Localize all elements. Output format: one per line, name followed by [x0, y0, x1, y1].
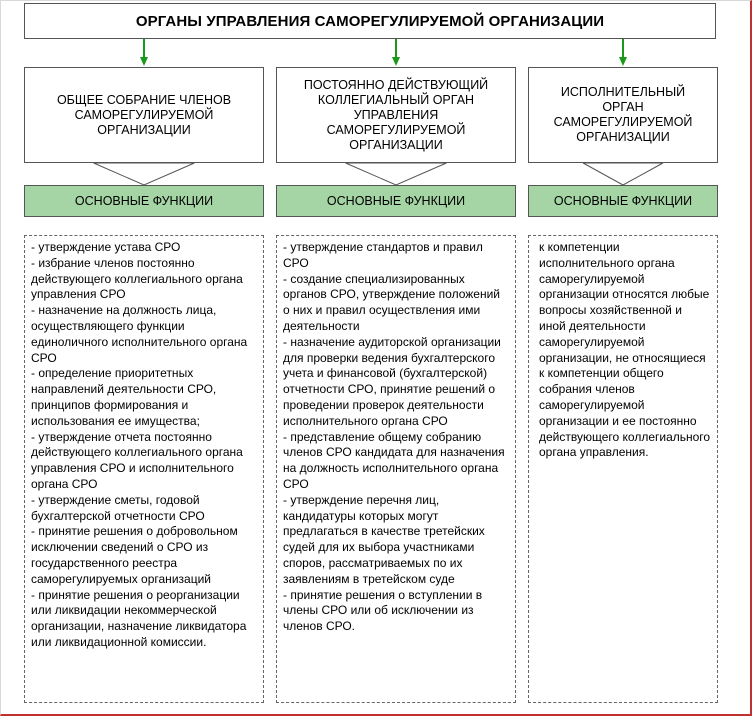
node-collegial-body: ПОСТОЯННО ДЕЙСТВУЮЩИЙ КОЛЛЕГИАЛЬНЫЙ ОРГАН УПРАВЛЕНИЯ САМОРЕГУЛИРУЕМОЙ ОРГАНИЗАЦИИ — [276, 67, 516, 163]
functions-list-executive-body — [528, 235, 718, 703]
functions-text-general-meeting: - утверждение устава СРО - избрание членов постоянно действующего коллегиального органа управления СРО - назначение на должность лица, осуществляющего функции единоличного исполнительного органа СРО - определение приоритетных направлений деятельности СРО, принципов формирования и использования ее имущества; - утверждение отчета постоянно действующего коллегиального органа управления СРО и исполнительного органа СРО - утверждение сметы, годовой бухгалтерской отчетности СРО - принятие решения о добровольном исключении сведений о СРО из государственного реестра саморегулируемых организаций - принятие решения о реорганизации или ликвидации некоммерческой организации, назначение ликвидатора или ликвидационной комиссии. — [31, 240, 248, 649]
diagram-title: ОРГАНЫ УПРАВЛЕНИЯ САМОРЕГУЛИРУЕМОЙ ОРГАНИЗАЦИИ — [24, 3, 716, 39]
functions-label-general-meeting: ОСНОВНЫЕ ФУНКЦИИ — [24, 185, 264, 217]
functions-text-executive-body: к компетенции исполнительного органа саморегулируемой организации относятся любые вопросы хозяйственной и иной деятельности саморегулируемой организации, не относящиеся к компетенции общего собрания членов саморегулируемой организации и ее постоянно действующего коллегиального органа управления. — [539, 240, 711, 460]
functions-text-collegial-body: - утверждение стандартов и правил СРО - создание специализированных органов СРО, утверждение положений о них и правил осуществления ими деятельности - назначение аудиторской организации для проверки ведения бухгалтерского учета и финансовой (бухгалтерской) отчетности СРО, принятие решений о проведении проверок деятельности исполнительного органа СРО - представление общему собранию членов СРО кандидата для назначения на должность исполнительного органа СРО - утверждение перечня лиц, кандидатуры которых могут предлагаться в качестве третейских судей для их выбора участниками споров, рассматриваемых по их заявлениям в третейском суде - принятие решения о вступлении в члены СРО или об исключении из членов СРО. — [283, 240, 505, 634]
node-executive-body: ИСПОЛНИТЕЛЬНЫЙ ОРГАН САМОРЕГУЛИРУЕМОЙ ОРГАНИЗАЦИИ — [528, 67, 718, 163]
functions-label-executive-body: ОСНОВНЫЕ ФУНКЦИИ — [528, 185, 718, 217]
functions-list-collegial-body — [276, 235, 516, 703]
node-general-meeting: ОБЩЕЕ СОБРАНИЕ ЧЛЕНОВ САМОРЕГУЛИРУЕМОЙ ОРГАНИЗАЦИИ — [24, 67, 264, 163]
functions-list-general-meeting — [24, 235, 264, 703]
functions-label-collegial-body: ОСНОВНЫЕ ФУНКЦИИ — [276, 185, 516, 217]
